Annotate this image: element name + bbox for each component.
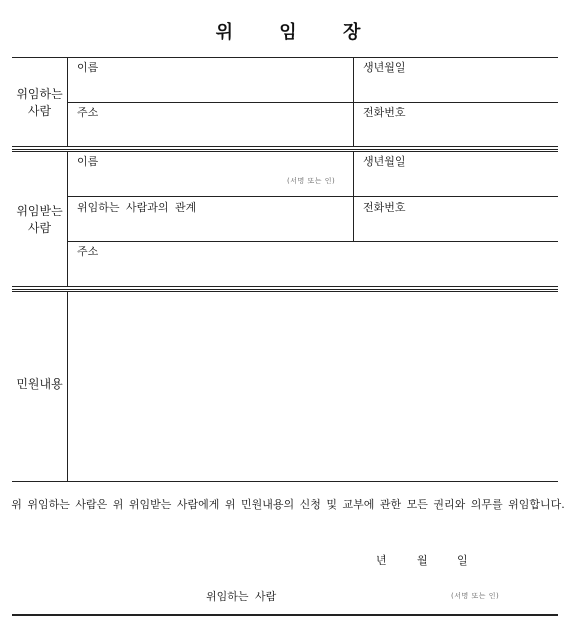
- delegator-address-label: 주소: [77, 106, 99, 119]
- delegatee-row-divider-1: [67, 196, 558, 197]
- delegator-phone-label: 전화번호: [363, 106, 406, 119]
- delegatee-bottom-border: [12, 286, 558, 287]
- signature-label: 위임하는 사람: [206, 590, 277, 603]
- delegatee-label-line2: 사람: [27, 221, 52, 235]
- delegatee-top-border: [12, 149, 558, 150]
- delegator-label-line2: 사람: [27, 104, 52, 118]
- delegatee-top-inner-border: [12, 151, 558, 152]
- date-month: 월: [417, 554, 428, 567]
- delegatee-row-divider-2: [67, 241, 558, 242]
- delegatee-label-divider: [67, 151, 68, 286]
- table-top-border: [12, 57, 558, 58]
- petition-top-border: [12, 289, 558, 290]
- delegatee-relation-label: 위임하는 사람과의 관계: [77, 201, 197, 214]
- delegatee-address-label: 주소: [77, 245, 99, 258]
- petition-top-inner-border: [12, 291, 558, 292]
- petition-label-divider: [67, 291, 68, 481]
- date-year: 년: [376, 554, 387, 567]
- delegatee-sign-hint: (서명 또는 인): [287, 177, 336, 185]
- delegatee-section-label: [12, 203, 67, 237]
- delegatee-phone-label: 전화번호: [363, 201, 406, 214]
- delegator-birth-label: 생년월일: [363, 61, 406, 74]
- signature-hint: (서명 또는 인): [451, 592, 500, 600]
- delegator-column-divider: [353, 57, 354, 147]
- delegatee-name-label: 이름: [77, 155, 99, 168]
- delegator-bottom-border: [12, 146, 558, 147]
- petition-bottom-border: [12, 481, 558, 482]
- delegator-label-divider: [67, 57, 68, 147]
- delegator-label-line1: 위임하는: [16, 87, 63, 101]
- delegatee-label-line1: 위임받는: [16, 204, 63, 218]
- title-char-2: 임: [279, 22, 297, 43]
- delegatee-birth-label: 생년월일: [363, 155, 406, 168]
- delegation-statement: 위 위임하는 사람은 위 위임받는 사람에게 위 민원내용의 신청 및 교부에 관한 모든 권리와 의무를 위임합니다.: [11, 498, 565, 511]
- form-bottom-border: [12, 614, 558, 616]
- title-char-3: 장: [342, 22, 361, 43]
- delegator-row-divider: [67, 102, 558, 103]
- date-day: 일: [457, 554, 468, 567]
- title-char-1: 위: [215, 22, 234, 43]
- petition-section-label: 민원내용: [16, 377, 63, 391]
- document-title: [0, 18, 576, 44]
- delegator-name-label: 이름: [77, 61, 99, 74]
- delegator-section-label: [12, 86, 67, 120]
